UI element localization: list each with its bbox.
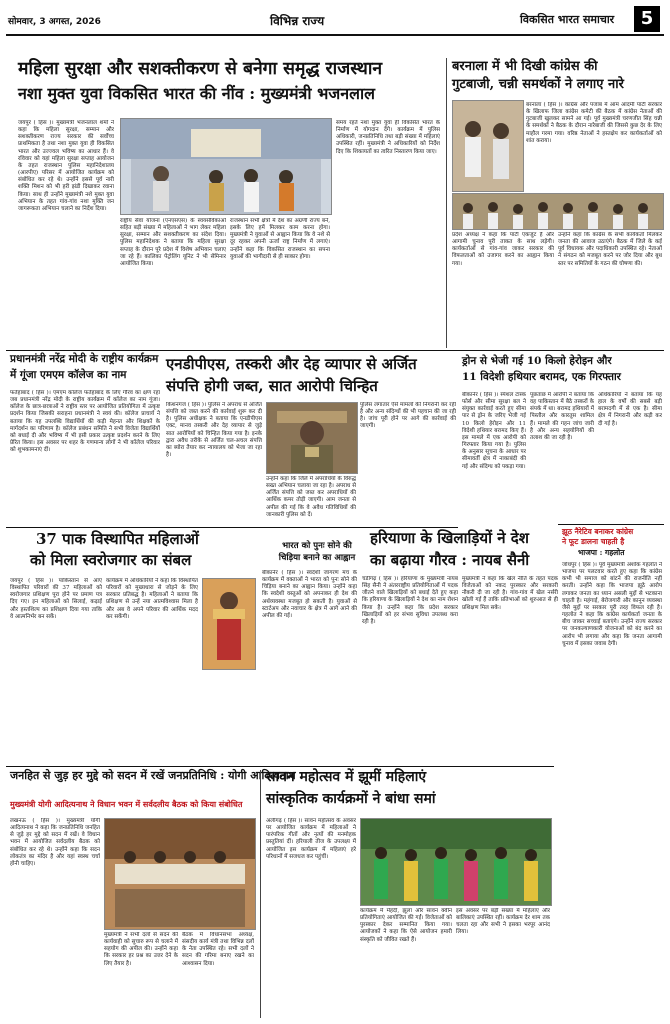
haryana-body-1: चंडीगढ़ ( हिंस )। हरियाणा के मुख्यमंत्री नायब सिंह सैनी ने अंतरराष्ट्रीय प्रतियोगिताओं में पदक जीतने वाले खिलाड़ियों को बधाई देते हुए कहा कि हरियाणा के खिलाड़ियों ने देश का नाम रोशन किया है। उन्होंने कहा कि प्रदेश सरकार खिलाड़ियों को हर संभव सुविधा उपलब्ध करा रही है। (362, 576, 458, 625)
congress-headline-2: गुटबाजी, चन्नी समर्थकों ने लगाए नारे (452, 77, 624, 92)
jhoot-headline-1: झूठ नैरेटिव बनाकर कांग्रेस (562, 527, 634, 536)
header-rule (6, 34, 664, 36)
congress-body-1: बरनाला ( हिंस )। कांग्रेस और पंजाब में आम आदमी पार्टी सरकार के खिलाफ जिला कांग्रेस कमेटी की बैठक में कांग्रेस नेताओं की गुटबाजी खुलकर सामने आ गई। पूर्व मुख्यमंत्री चरणजीत सिंह चन्नी के समर्थकों ने बैठक के दौरान नारेबाजी की जिससे कुछ देर के लिए माहौल गरमा गया। वरिष्ठ नेताओं ने हस्तक्षेप कर कार्यकर्ताओं को शांत कराया। (526, 102, 662, 144)
gold-headline-1: भारत को पुनः सोने की (282, 541, 352, 551)
lead-headline-1: महिला सुरक्षा और सशक्तीकरण से बनेगा समृद्ध राजस्थान (18, 59, 383, 79)
drone-body-3: अधिकारियों ने बताया कि यह हाल के वर्षों की सबसे बड़ी बरामदगी में से एक है। सीमा क्षेत्र में निगरानी और कड़ी कर दी गई है। (598, 392, 662, 427)
pm-headline-2: में गूंजा एमएम कॉलेज का नाम (10, 369, 127, 381)
sawan-body-2: कार्यक्रम में मेहंदी, झूला और सावन क्वीन प्रतियोगिताएं आयोजित की गईं। विजेताओं को पुरस्कार देकर सम्मानित किया गया। आयोजकों ने कहा कि ऐसे आयोजन हमारी संस्कृति को जीवित रखते हैं। (360, 908, 452, 943)
page-number: 5 (634, 6, 660, 32)
yogi-body-1: लखनऊ ( हिंस )। मुख्यमंत्री योगी आदित्यनाथ ने कहा कि जनप्रतिनिधि जनहित से जुड़े हर मुद्दे को सदन में रखें। वे विधान भवन में आयोजित सर्वदलीय बैठक को संबोधित कर रहे थे। उन्होंने कहा कि सदन लोकतंत्र का मंदिर है और यहां स्वस्थ चर्चा होनी चाहिए। (10, 818, 100, 867)
drone-headline-2: 11 विदेशी हथियार बरामद, एक गिरफ्तार (462, 371, 621, 383)
yogi-body-3: बैठक में विधानसभा अध्यक्ष, संसदीय कार्य मंत्री तथा विभिन्न दलों के नेता उपस्थित रहे। सभी दलों ने सदन की गरिमा बनाए रखने का आश्वासन दिया। (182, 932, 254, 967)
sawan-headline-2: सांस्कृतिक कार्यक्रमों ने बांधा समां (266, 791, 436, 807)
pak-headline-2: को मिला स्वरोजगार का संबल (30, 551, 192, 569)
pak-photo (202, 578, 256, 670)
jhoot-body: जोधपुर ( हिंस )। पूर्व मुख्यमंत्री अशोक गहलोत ने भाजपा पर पलटवार करते हुए कहा कि कांग्रेस कभी भी समाज को बांटने की राजनीति नहीं करती। उन्होंने कहा कि भाजपा झूठे आरोप लगाकर जनता का ध्यान असली मुद्दों से भटकाना चाहती है। महंगाई, बेरोजगारी और कानून व्यवस्था जैसे मुद्दों पर सरकार पूरी तरह विफल रही है। गहलोत ने कहा कि कांग्रेस कार्यकर्ता जनता के बीच जाकर सच्चाई बताएंगे। उन्होंने राज्य सरकार पर जनकल्याणकारी योजनाओं को बंद करने का आरोप भी लगाया और कहा कि जनता आगामी चुनाव में इसका जवाब देगी। (562, 562, 662, 647)
right-column-rule (558, 524, 664, 525)
congress-headline-1: बरनाला में भी दिखी कांग्रेस की (452, 59, 598, 74)
ndps-officer-photo (266, 402, 358, 474)
row-divider-3 (6, 766, 554, 767)
sawan-body-3: इस अवसर पर बड़ी संख्या में महिलाएं और बालिकाएं उपस्थित रहीं। कार्यक्रम देर शाम तक चलता रहा और सभी ने इसका भरपूर आनंद लिया। (456, 908, 550, 936)
lead-body-3: राजस्थान सभी क्षेत्रों में देश का अग्रणी राज्य बने, इसके लिए हमें मिलकर काम करना होगा। मुख्यमंत्री ने युवाओं से आह्वान किया कि वे नशे से दूर रहकर अपनी ऊर्जा राष्ट्र निर्माण में लगाएं। उन्होंने कहा कि विकसित राजस्थान का सपना युवाओं की भागीदारी से ही साकार होगा। (230, 218, 330, 260)
haryana-headline-2: का बढ़ाया गौरव : नायब सैनी (370, 551, 530, 569)
sawan-headline-1: सावन महोत्सव में झूमीं महिलाएं (266, 769, 427, 785)
gold-headline-2: चिड़िया बनाने का आह्वान (278, 553, 356, 563)
yogi-headline-1: जनहित से जुड़ हर मुद्दे को सदन में रखें जनप्रतिनिधि : योगी आदित्यनाथ (10, 769, 296, 782)
yogi-headline-2: मुख्यमंत्री योगी आदित्यनाथ ने विधान भवन में सर्वदलीय बैठक को किया संबोधित (10, 799, 243, 809)
yogi-body-2: मुख्यमंत्री ने सभी दलों से सदन की कार्यवाही को सुचारु रूप से चलाने में सहयोग की अपील की। उन्होंने कहा कि सरकार हर प्रश्न का उत्तर देने के लिए तैयार है। (104, 932, 178, 967)
row-divider-2 (6, 527, 458, 528)
gold-body: बीकानेर ( हिंस )। स्वदेशी जागरण मंच के कार्यक्रम में वक्ताओं ने भारत को पुनः सोने की चिड़िया बनाने का आह्वान किया। उन्होंने कहा कि स्वदेशी वस्तुओं को अपनाकर ही देश की अर्थव्यवस्था मजबूत हो सकती है। युवाओं से स्टार्टअप और नवाचार के क्षेत्र में आगे आने की अपील की गई। (262, 570, 357, 619)
lead-headline-2: नशा मुक्त युवा विकसित भारत की नींव : मुख्यमंत्री भजनलाल (18, 84, 375, 103)
newspaper-name: विकसित भारत समाचार (520, 13, 615, 26)
jhoot-headline-2: ने फूट डालना चाहती है (562, 537, 625, 546)
row-divider-1 (6, 350, 664, 351)
lead-body-2: राष्ट्रीय सेवा योजना (एनएसएस) के स्वयंसेविकाओं सहित बड़ी संख्या में महिलाओं ने भाग लेकर महिला सुरक्षा, सम्मान और सशक्तीकरण का संदेश दिया। पुलिस महानिदेशक ने बताया कि महिला सुरक्षा सप्ताह के दौरान पूरे प्रदेश में विशेष अभियान चलाए जा रहे हैं। कालिका पेट्रोलिंग यूनिट ने भी सेमिनार आयोजित किया। (120, 218, 226, 267)
sawan-body-1: अलीगढ़ ( हिंस )। सावन महोत्सव के अवसर पर आयोजित कार्यक्रम में महिलाओं ने पारंपरिक गीतों और नृत्यों की मनमोहक प्रस्तुतियां दीं। हरियाली तीज के उपलक्ष्य में आयोजित इस कार्यक्रम में महिलाएं हरे परिधानों में सजधज कर पहुंचीं। (266, 818, 356, 860)
masthead (0, 0, 670, 52)
congress-photo (452, 100, 524, 192)
sawan-photo (360, 818, 552, 906)
issue-date: सोमवार, 3 अगस्त, 2026 (8, 17, 101, 27)
lead-photo (120, 118, 332, 215)
lead-body-1: जयपुर ( हिंस )। मुख्यमंत्री भजनलाल शर्मा ने कहा कि महिला सुरक्षा, सम्मान और सशक्तीकरण राज्य सरकार की सर्वोच्च प्राथमिकता है तथा नशा मुक्त युवा ही विकसित भारत और उज्ज्वल भविष्य का आधार हैं। वे रविवार को यहां महिला सुरक्षा सप्ताह आयोजन के तहत राजस्थान पुलिस महानिदेशालय (आरपीए) परिसर में आयोजित कार्यक्रम को संबोधित कर रहे थे। उन्होंने इससे पूर्व नारी शक्ति मिशन को भी हरी झंडी दिखाकर रवाना किया। साथ ही उन्होंने मुख्यमंत्री नशे मुक्त युवा अभियान के तहत गांव-गांव नशा मुक्ति जन जागरूकता अभियान चलाने का निर्देश दिया। (18, 120, 114, 212)
pm-headline-1: प्रधानमंत्री नरेंद्र मोदी के राष्ट्रीय कार्यक्रम (10, 353, 159, 365)
lead-body-4: समय रहते नशा मुक्त युवा ही विकसित भारत के निर्माण में योगदान देंगे। कार्यक्रम में पुलिस अधिकारी, जनप्रतिनिधि तथा बड़ी संख्या में महिलाएं उपस्थित रहीं। मुख्यमंत्री ने अधिकारियों को निर्देश दिए कि शिकायतों का त्वरित निस्तारण किया जाए। (336, 120, 440, 155)
section-title: विभिन्न राज्य (270, 14, 325, 28)
congress-body-3: उन्होंने कहा कि कांग्रेस के सभी कार्यकर्ता मिलकर जनता की आवाज उठाएंगे। बैठक में जिले के कई पूर्व विधायक और पदाधिकारी उपस्थित रहे। नेताओं ने संगठन को मजबूत करने पर जोर दिया और बूथ स्तर पर समितियों के गठन की घोषणा की। (558, 232, 662, 267)
pak-headline-1: 37 पाक विस्थापित महिलाओं (36, 530, 199, 548)
yogi-photo (104, 818, 256, 930)
bottom-column-divider (260, 770, 261, 1018)
haryana-body-2: मुख्यमंत्री ने कहा कि खेल नीति के तहत पदक विजेताओं को नकद पुरस्कार और सरकारी नौकरी दी जा रही है। गांव-गांव में खेल नर्सरी खोली गई हैं ताकि प्रतिभाओं को शुरुआत से ही प्रशिक्षण मिल सके। (462, 576, 558, 611)
column-divider (446, 58, 447, 348)
pak-body-1: जयपुर ( हिंस )। पाकिस्तान से आए विस्थापित परिवारों की 37 महिलाओं को स्वरोजगार प्रशिक्षण पूरा होने पर प्रमाण पत्र दिए गए। इन महिलाओं को सिलाई, कढ़ाई और हस्तशिल्प का प्रशिक्षण दिया गया ताकि वे आत्मनिर्भर बन सकें। (10, 578, 102, 620)
pak-body-2: कार्यक्रम में अधिकारियों ने कहा कि विस्थापित परिवारों को मुख्यधारा से जोड़ने के लिए सरकार प्रतिबद्ध है। महिलाओं ने बताया कि प्रशिक्षण से उन्हें नया आत्मविश्वास मिला है और अब वे अपने परिवार की आर्थिक मदद कर सकेंगी। (106, 578, 198, 620)
ndps-headline-2: संपत्ति होगी जब्त, सात आरोपी चिन्हित (166, 377, 378, 395)
ndps-body-2: उन्होंने कहा कि जिले में अपराधियों के विरुद्ध सख्त अभियान चलाया जा रहा है। अपराध से अर्जित संपत्ति को जब्त कर अपराधियों की आर्थिक कमर तोड़ी जाएगी। आम जनता से अपील की गई कि वे अवैध गतिविधियों की जानकारी पुलिस को दें। (266, 476, 356, 518)
drone-body-1: बीकानेर ( हिंस )। स्पेशल टास्क फोर्स और सीमा सुरक्षा बल ने संयुक्त कार्रवाई करते हुए सीमा पार से ड्रोन के जरिए भेजी गई 10 किलो हेरोइन और 11 विदेशी हथियार बरामद किए हैं। इस मामले में एक आरोपी को गिरफ्तार किया गया है। पुलिस के अनुसार सूचना के आधार पर सीमावर्ती क्षेत्र में नाकाबंदी की गई और संदिग्ध को पकड़ा गया। (462, 392, 526, 470)
ndps-body-1: किशनगंज ( हिंस )। पुलिस ने अपराध से अर्जित संपत्ति को जब्त करने की कार्रवाई शुरू कर दी है। पुलिस अधीक्षक ने बताया कि एनडीपीएस एक्ट, मानव तस्करी और देह व्यापार से जुड़े सात आरोपियों को चिन्हित किया गया है। इनके द्वारा अवैध तरीके से अर्जित चल-अचल संपत्ति का ब्योरा तैयार कर न्यायालय को भेजा जा रहा है। (166, 402, 262, 459)
congress-crowd-photo (452, 193, 664, 230)
jhoot-headline-3: भाजपा : गहलोत (578, 548, 625, 557)
congress-body-2: प्रदेश अध्यक्ष ने कहा कि पार्टी एकजुट है और आगामी चुनाव पूरी ताकत के साथ लड़ेगी। कार्यकर्ताओं से गांव-गांव जाकर सरकार की विफलताओं को उजागर करने का आह्वान किया गया। (452, 232, 554, 267)
drone-body-2: पूछताछ में आरोपी ने बताया कि वह पाकिस्तान में बैठे तस्करों के संपर्क में था। बरामद हथियारों में पिस्तौल और कारतूस शामिल हैं। मामले की गहन जांच जारी है और अन्य सहयोगियों की तलाश की जा रही है। (530, 392, 594, 441)
ndps-body-3: पुलिस लगातार ऐसे मामलों की निगरानी कर रही है और अन्य संदिग्धों की भी पहचान की जा रही है। जांच पूरी होने पर आगे की कार्रवाई की जाएगी। (360, 402, 456, 430)
drone-headline-1: ड्रोन से भेजी गई 10 किलो हेरोइन और (462, 355, 612, 367)
haryana-headline-1: हरियाणा के खिलाड़ियों ने देश (370, 529, 529, 547)
ndps-headline-1: एनडीपीएस, तस्करी और देह व्यापार से अर्जित (166, 355, 417, 373)
pm-body: फतेहाबाद ( हिंस )। एमएम कॉलेज फतेहाबाद के लिए गौरव का क्षण रहा जब प्रधानमंत्री नरेंद्र मोदी के राष्ट्रीय कार्यक्रम में कॉलेज का नाम गूंजा। कॉलेज के छात्र-छात्राओं ने राष्ट्रीय स्तर पर आयोजित प्रतियोगिता में उत्कृष्ट प्रदर्शन किया जिसकी सराहना प्रधानमंत्री ने स्वयं की। कॉलेज प्राचार्य ने बताया कि यह उपलब्धि विद्यार्थियों की कड़ी मेहनत और शिक्षकों के मार्गदर्शन का परिणाम है। कॉलेज प्रबंधन समिति ने सभी विजेता विद्यार्थियों को बधाई दी और भविष्य में भी इसी प्रकार उत्कृष्ट प्रदर्शन करने के लिए प्रेरित किया। इस अवसर पर शहर के गणमान्य लोगों ने भी कॉलेज परिवार को शुभकामनाएं दीं। (10, 390, 160, 454)
